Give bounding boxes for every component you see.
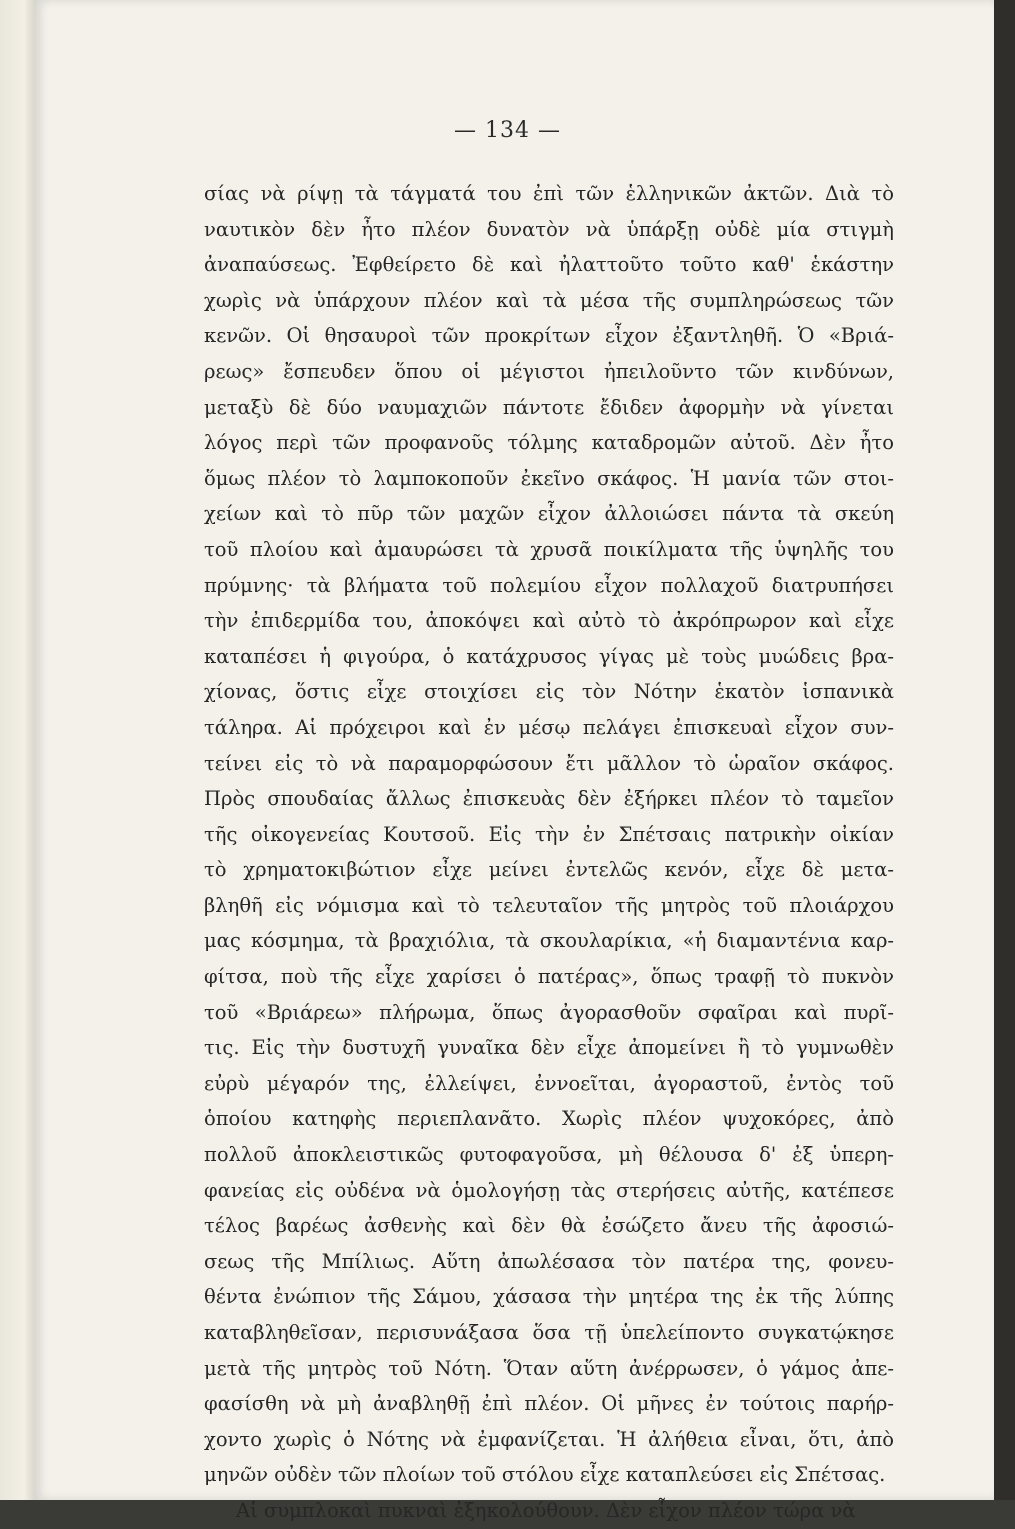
text-line: μεταξὺ δὲ δύο ναυμαχιῶν πάντοτε ἔδιδεν ἀφορμὴν νὰ γίνεται [204,395,894,419]
text-line: χωρὶς νὰ ὑπάρχουν πλέον καὶ τὰ μέσα τῆς συμπληρώσεως τῶν [204,288,894,312]
paragraph-end-line: μηνῶν οὐδὲν τῶν πλοίων τοῦ στόλου εἶχε καταπλεύσει εἰς Σπέτσας. [204,1463,886,1487]
text-line: λόγος περὶ τῶν προφανοῦς τόλμης καταδρομῶν αὐτοῦ. Δὲν ἦτο [204,431,894,455]
text-line: ἀναπαύσεως. Ἐφθείρετο δὲ καὶ ἠλαττοῦτο τοῦτο καθ' ἑκάστην [204,253,894,277]
text-line: τὴν ἐπιδερμίδα του, ἀποκόψει καὶ αὐτὸ τὸ ἀκρόπρωρον καὶ εἶχε [204,609,894,633]
text-line: χίονας, ὅστις εἶχε στοιχίσει εἰς τὸν Νότην ἑκατὸν ἱσπανικὰ [204,680,894,704]
text-line: τῆς οἰκογενείας Κουτσοῦ. Εἰς τὴν ἐν Σπέτσαις πατρικὴν οἰκίαν [204,822,894,846]
text-line: εὐρὺ μέγαρόν της, ἐλλείψει, ἐννοεῖται, ἀγοραστοῦ, ἐντὸς τοῦ [204,1071,894,1095]
text-line: πρύμνης· τὰ βλήματα τοῦ πολεμίου εἶχον πολλαχοῦ διατρυπήσει [204,573,894,597]
text-line: φανείας εἰς οὐδένα νὰ ὁμολογήσῃ τὰς στερήσεις αὐτῆς, κατέπεσε [204,1178,894,1202]
text-line: φίτσα, ποὺ τῆς εἶχε χαρίσει ὁ πατέρας», ὅπως τραφῇ τὸ πυκνὸν [204,965,894,989]
text-line: τέλος βαρέως ἀσθενὴς καὶ δὲν θὰ ἐσώζετο ἄνευ τῆς ἀφοσιώ- [204,1214,894,1238]
text-line: τοῦ πλοίου καὶ ἀμαυρώσει τὰ χρυσᾶ ποικίλματα τῆς ὑψηλῆς του [204,537,894,561]
scan-right-edge [994,0,1015,1500]
text-line: τὸ χρηματοκιβώτιον εἶχε μείνει ἐντελῶς κενόν, εἶχε δὲ μετα- [204,858,894,882]
text-line: σίας νὰ ρίψῃ τὰ τάγματά του ἐπὶ τῶν ἑλληνικῶν ἀκτῶν. Διὰ τὸ [204,182,894,205]
text-line: μετὰ τῆς μητρὸς τοῦ Νότη. Ὅταν αὕτη ἀνέρρωσεν, ὁ γάμος ἀπε- [204,1356,894,1380]
text-line: θέντα ἐνώπιον τῆς Σάμου, χάσασα τὴν μητέρα της ἐκ τῆς λύπης [204,1285,894,1309]
text-line: φασίσθη νὰ μὴ ἀναβληθῇ ἐπὶ πλέον. Οἱ μῆνες ἐν τούτοις παρήρ- [204,1392,894,1416]
text-line: πολλοῦ ἀποκλειστικῶς φυτοφαγοῦσα, μὴ θέλουσα δ' ἐξ ὑπερη- [204,1143,894,1167]
text-line: καταπέσει ἡ φιγούρα, ὁ κατάχρυσος γίγας μὲ τοὺς μυώδεις βρα- [204,644,894,668]
text-line: τάληρα. Αἱ πρόχειροι καὶ ἐν μέσῳ πελάγει ἐπισκευαὶ εἶχον συν- [204,715,894,739]
text-line: τοῦ «Βριάρεω» πλήρωμα, ὅπως ἀγορασθοῦν σφαῖραι καὶ πυρῖ- [204,1000,894,1024]
text-line: Πρὸς σπουδαίας ἄλλως ἐπισκευὰς δὲν ἐξήρκει πλέον τὸ ταμεῖον [204,787,894,811]
text-line: χείων καὶ τὸ πῦρ τῶν μαχῶν εἶχον ἀλλοιώσει πάντα τὰ σκεύη [204,502,894,526]
text-line: τείνει εἰς τὸ νὰ παραμορφώσουν ἔτι μᾶλλον τὸ ὡραῖον σκάφος. [204,751,894,775]
text-line: ρεως» ἔσπευδεν ὅπου οἱ μέγιστοι ἠπειλοῦντο τῶν κινδύνων, [204,359,894,383]
text-line: βληθῆ εἰς νόμισμα καὶ τὸ τελευταῖον τῆς μητρὸς τοῦ πλοιάρχου [204,893,894,917]
text-line: σεως τῆς Μπίλιως. Αὕτη ἀπωλέσασα τὸν πατέρα της, φονευ- [204,1249,894,1273]
text-line: ὁποίου κατηφὴς περιεπλανᾶτο. Χωρὶς πλέον ψυχοκόρες, ἀπὸ [204,1107,894,1131]
text-line: ναυτικὸν δὲν ἦτο πλέον δυνατὸν νὰ ὑπάρξῃ οὐδὲ μία στιγμὴ [204,217,894,241]
text-line: χοντο χωρὶς ὁ Νότης νὰ ἐμφανίζεται. Ἡ ἀλήθεια εἶναι, ὅτι, ἀπὸ [204,1427,894,1451]
text-line: κενῶν. Οἱ θησαυροὶ τῶν προκρίτων εἶχον ἐξαντληθῆ. Ὁ «Βριά- [204,324,894,348]
body-text [204,176,894,1529]
text-line: μας κόσμημα, τὰ βραχιόλια, τὰ σκουλαρίκια, «ἡ διαμαντένια καρ- [204,929,894,953]
page-number: — 134 — [454,118,561,143]
text-line: καταβληθεῖσαν, περισυνάξασα ὅσα τῇ ὑπελείποντο συγκατῴκησε [204,1321,894,1344]
paragraph-start-line: Αἱ συμπλοκαὶ πυκναὶ ἐξηκολούθουν. Δὲν εἶχον πλέον τώρα νὰ [236,1498,856,1522]
text-line: τις. Εἰς τὴν δυστυχῆ γυναῖκα δὲν εἶχε ἀπομείνει ἢ τὸ γυμνωθὲν [204,1036,894,1060]
text-line: ὅμως πλέον τὸ λαμποκοποῦν ἐκεῖνο σκάφος. Ἡ μανία τῶν στοι- [204,466,894,490]
